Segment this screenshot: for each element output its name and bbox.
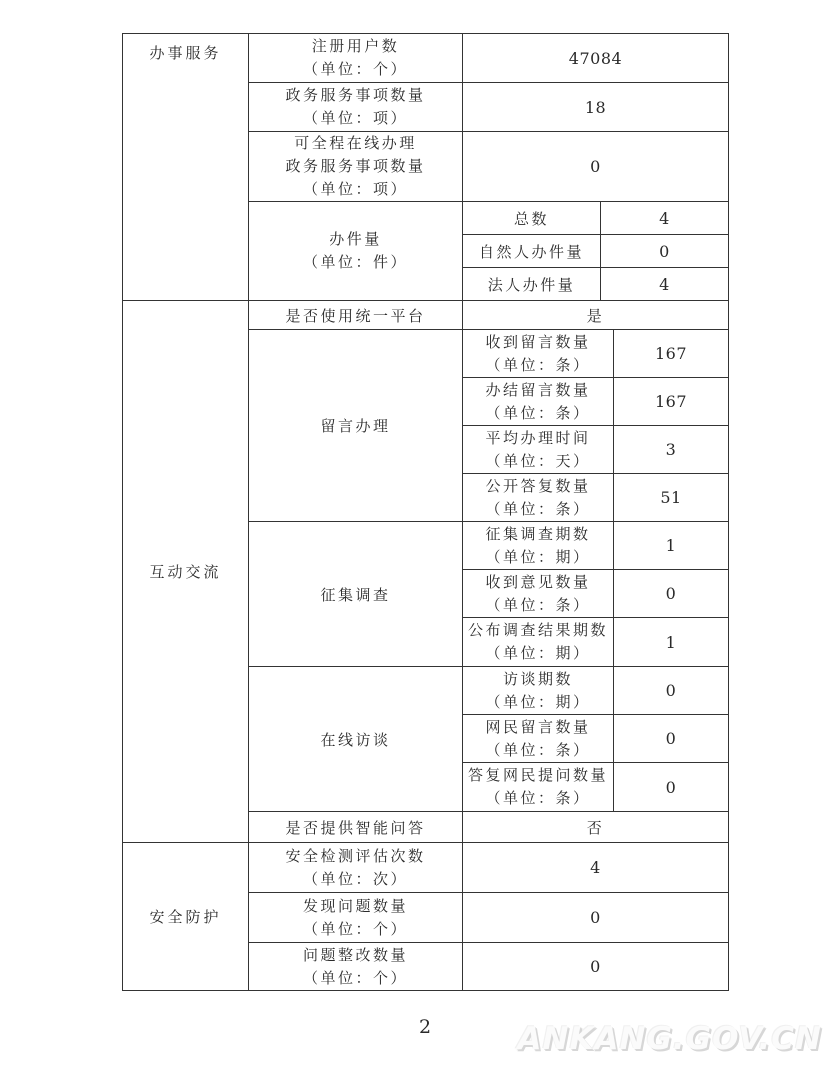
subitem-unit: （单位：条） [485,595,591,614]
item-unit: （单位：个） [302,968,408,987]
value-messages-public-replies: 51 [614,474,729,522]
subitem-unit: （单位：条） [485,403,591,422]
item-registered-users [249,34,463,83]
item-unit: （单位：项） [302,109,408,127]
subitem-unit: （单位：期） [485,644,591,662]
group-label-volume [249,202,463,301]
subitem-name: 平均办理时间 [485,428,591,447]
subitem-unit: （单位：条） [485,499,591,518]
value-volume-natural: 0 [601,235,729,268]
value-registered-users: 47084 [463,34,729,83]
subitem-messages-public-replies [463,474,614,522]
item-unit: （单位：项） [302,180,408,198]
subitem-unit: （单位：条） [485,740,591,759]
subitem-volume-natural: 自然人办件量 [463,235,601,268]
subitem-messages-received [463,330,614,378]
item-smart-qa: 是否提供智能问答 [249,812,463,843]
value-volume-legal: 4 [601,268,729,301]
value-messages-received: 167 [614,330,729,378]
subitem-surveys-opinions [463,570,614,618]
item-problems-found [249,893,463,943]
item-unit: （单位：个） [302,60,408,78]
subitem-messages-completed [463,378,614,426]
subitem-volume-total: 总数 [463,202,601,235]
value-online-items: 0 [463,132,729,202]
subitem-name: 收到意见数量 [485,572,591,591]
section-security-table [122,842,729,991]
section-label-interaction [123,301,249,843]
section-service-table [122,33,729,301]
subitem-name: 访谈期数 [502,669,573,688]
item-name: 可全程在线办理 [294,134,417,152]
subitem-unit: （单位：天） [485,451,591,470]
page-number: 2 [418,1016,432,1038]
value-surveys-opinions: 0 [614,570,729,618]
subitem-name: 答复网民提问数量 [467,766,608,784]
group-name: 办件量 [329,230,382,248]
subitem-unit: （单位：期） [485,547,591,566]
value-messages-avg-time: 3 [614,426,729,474]
subitem-interviews-replies [463,763,614,812]
item-name: 政务服务事项数量 [285,86,426,104]
subitem-unit: （单位：条） [485,355,591,374]
group-label-interviews: 在线访谈 [249,667,463,812]
subitem-unit: （单位：期） [485,692,591,711]
item-name: 注册用户数 [311,37,400,55]
subitem-interviews-netizen-messages [463,715,614,763]
section-interaction-table [122,300,729,843]
value-unified-platform: 是 [463,301,729,330]
report-table [122,33,728,991]
value-problems-fixed: 0 [463,943,729,991]
group-unit: （单位：件） [302,253,408,271]
section-label-security [123,843,249,991]
subitem-messages-avg-time [463,426,614,474]
item-name: 问题整改数量 [302,945,408,964]
subitem-volume-legal: 法人办件量 [463,268,601,301]
item-unified-platform: 是否使用统一平台 [249,301,463,330]
item-name: 发现问题数量 [302,896,408,915]
item-name-2: 政务服务事项数量 [285,157,426,175]
value-assessments: 4 [463,843,729,893]
value-service-items: 18 [463,83,729,132]
value-volume-total: 4 [601,202,729,235]
subitem-name: 公开答复数量 [485,476,591,495]
subitem-surveys-results [463,618,614,667]
subitem-name: 收到留言数量 [485,332,591,351]
site-watermark: ANKANG.GOV.CN [517,1021,822,1057]
value-interviews-periods: 0 [614,667,729,715]
value-interviews-netizen-messages: 0 [614,715,729,763]
value-surveys-results: 1 [614,618,729,667]
group-label-surveys: 征集调查 [249,522,463,667]
subitem-name: 网民留言数量 [485,717,591,736]
section-label-text: 办事服务 [149,44,222,62]
value-messages-completed: 167 [614,378,729,426]
item-assessments [249,843,463,893]
item-problems-fixed [249,943,463,991]
item-service-items [249,83,463,132]
section-label-service [123,34,249,301]
item-unit: （单位：次） [302,869,408,888]
group-label-messages: 留言办理 [249,330,463,522]
value-smart-qa: 否 [463,812,729,843]
value-surveys-periods: 1 [614,522,729,570]
subitem-name: 公布调查结果期数 [467,621,608,639]
value-problems-found: 0 [463,893,729,943]
value-interviews-replies: 0 [614,763,729,812]
subitem-unit: （单位：条） [485,789,591,807]
item-name: 安全检测评估次数 [285,846,426,865]
subitem-name: 办结留言数量 [485,380,591,399]
item-unit: （单位：个） [302,919,408,938]
subitem-interviews-periods [463,667,614,715]
section-label-text: 安全防护 [149,908,222,926]
item-online-items [249,132,463,202]
subitem-name: 征集调查期数 [485,524,591,543]
section-label-text: 互动交流 [149,563,222,581]
subitem-surveys-periods [463,522,614,570]
